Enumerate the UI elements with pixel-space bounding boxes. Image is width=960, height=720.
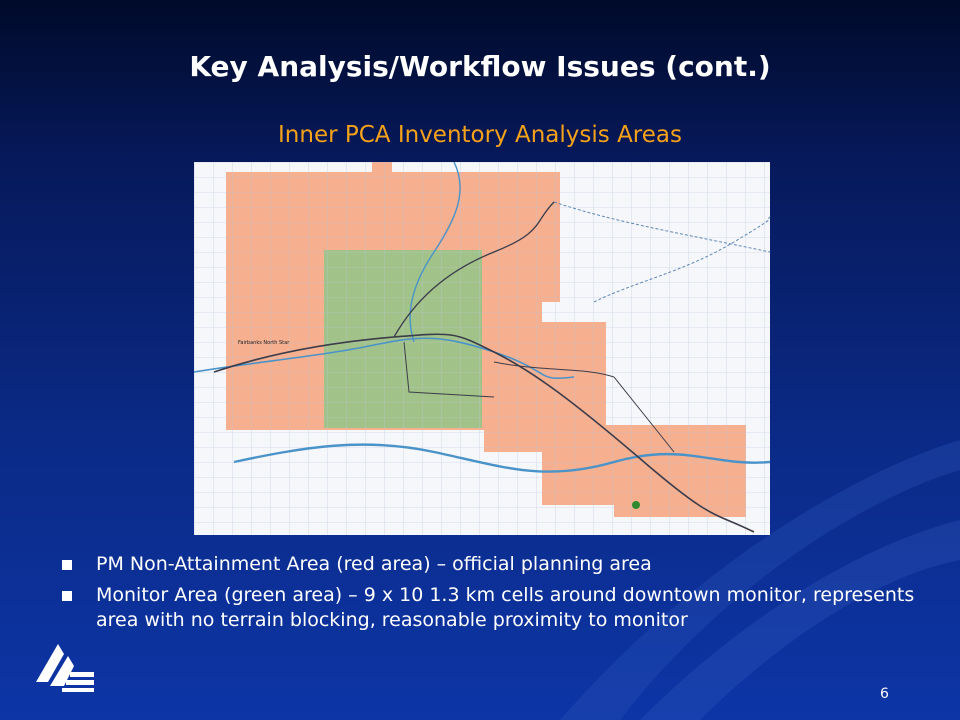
map-graphic [194,162,770,535]
square-bullet-icon [62,591,72,601]
square-bullet-icon [62,560,72,570]
bullet-text: Monitor Area (green area) – 9 x 10 1.3 km cells around downtown monitor, represents area with no terrain blocking, reasonable proximity to monitor [96,584,915,631]
map-place-label: Fairbanks North Star [238,340,290,346]
page-number: 6 [880,686,889,702]
bullet-item [62,552,922,577]
agency-logo [34,636,96,692]
slide-title: Key Analysis/Workflow Issues (cont.) [189,50,771,83]
bullet-item [62,583,922,633]
inventory-map [194,162,770,535]
map-title: Inner PCA Inventory Analysis Areas [278,122,682,148]
bullet-text: PM Non-Attainment Area (red area) – official planning area [96,553,652,575]
bullet-list [62,552,922,639]
